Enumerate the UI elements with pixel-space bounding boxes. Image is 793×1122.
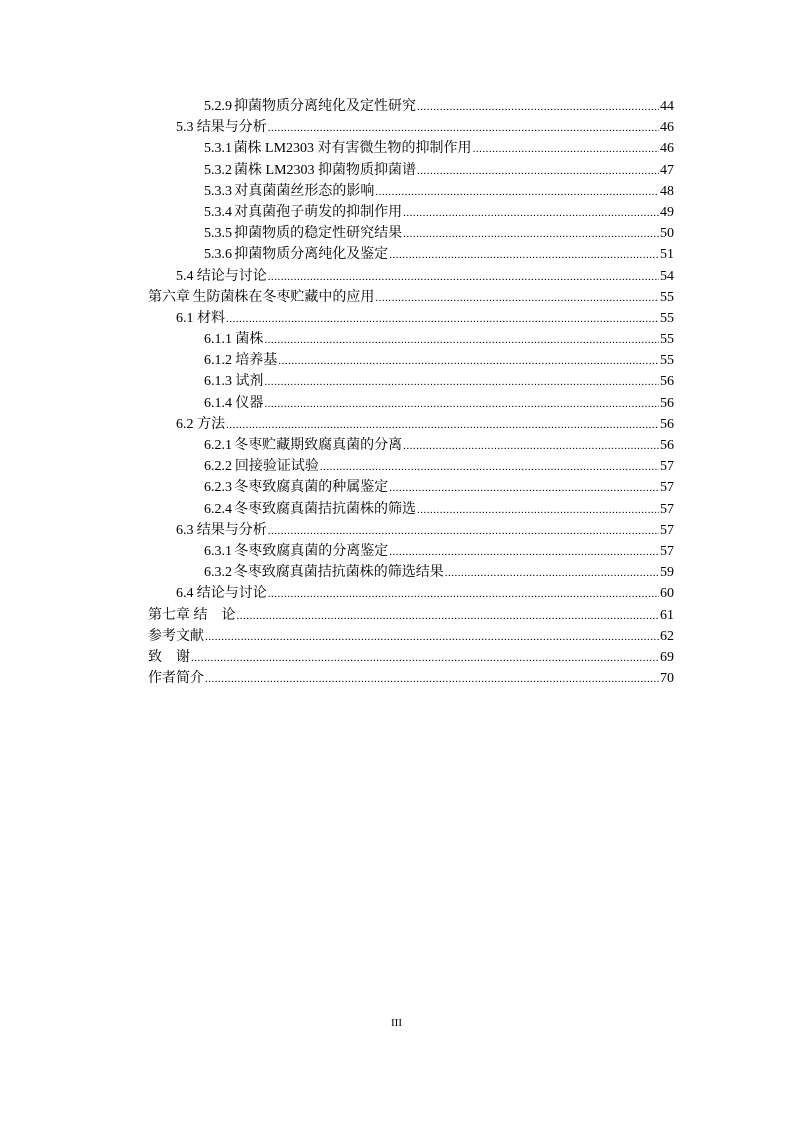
toc-entry-title: 抑菌物质分离纯化及鉴定 bbox=[234, 247, 389, 263]
toc-entry-leader-dots bbox=[226, 309, 659, 330]
toc-entry[interactable] bbox=[148, 138, 674, 159]
toc-entry-title: 致 谢 bbox=[148, 649, 190, 665]
toc-entry-title: 回接验证试验 bbox=[234, 459, 319, 475]
toc-entry[interactable] bbox=[148, 435, 674, 456]
toc-entry-number: 5.3 bbox=[176, 120, 194, 136]
toc-entry-title: 抑菌物质分离纯化及定性研究 bbox=[234, 99, 417, 114]
toc-entry[interactable] bbox=[148, 244, 674, 265]
toc-entry[interactable] bbox=[148, 583, 674, 604]
toc-entry[interactable] bbox=[148, 668, 674, 689]
toc-entry[interactable] bbox=[148, 541, 674, 562]
toc-entry[interactable] bbox=[148, 287, 674, 308]
toc-entry-title: 参考文献 bbox=[148, 628, 204, 644]
toc-entry-number: 6.1.1 bbox=[204, 332, 232, 348]
toc-entry-page-number: 47 bbox=[660, 162, 674, 178]
toc-entry-page-number: 56 bbox=[660, 395, 674, 411]
toc-entry-page-number: 46 bbox=[660, 120, 674, 136]
toc-entry-page-number: 46 bbox=[660, 141, 674, 157]
toc-entry-leader-dots bbox=[389, 245, 659, 266]
toc-entry-leader-dots bbox=[320, 457, 659, 478]
toc-entry-number: 5.3.2 bbox=[204, 162, 232, 178]
toc-entry-leader-dots bbox=[205, 669, 659, 690]
toc-entry-leader-dots bbox=[268, 584, 659, 605]
toc-entry[interactable] bbox=[148, 181, 674, 202]
toc-entry-number: 第七章 bbox=[148, 607, 190, 623]
toc-entry-page-number: 57 bbox=[660, 522, 674, 538]
toc-entry-number: 第六章 bbox=[148, 289, 190, 305]
toc-entry-page-number: 61 bbox=[660, 607, 674, 623]
toc-entry[interactable] bbox=[148, 371, 674, 392]
toc-entry-number: 6.2.2 bbox=[204, 459, 232, 475]
toc-entry[interactable] bbox=[148, 562, 674, 583]
toc-entry-title: 结论与讨论 bbox=[196, 586, 267, 602]
toc-entry-title: 冬枣致腐真菌的分离鉴定 bbox=[234, 543, 389, 559]
toc-entry-title: 培养基 bbox=[235, 353, 278, 369]
toc-entry-page-number: 56 bbox=[660, 374, 674, 390]
toc-entry-title: 菌株 LM2303 对有害微生物的抑制作用 bbox=[233, 141, 472, 157]
toc-entry-page-number: 57 bbox=[660, 501, 674, 517]
toc-entry-page-number: 44 bbox=[660, 99, 674, 114]
toc-entry-number: 6.3.2 bbox=[204, 565, 232, 581]
toc-entry[interactable] bbox=[148, 605, 674, 626]
toc-entry-title: 作者简介 bbox=[148, 671, 204, 687]
toc-entry-number: 5.2.9 bbox=[204, 99, 232, 114]
toc-entry-title: 菌株 bbox=[235, 332, 264, 348]
toc-entry-number: 5.3.4 bbox=[204, 204, 232, 220]
toc-entry-leader-dots bbox=[268, 118, 659, 139]
toc-entry-leader-dots bbox=[278, 351, 659, 372]
toc-entry-page-number: 57 bbox=[660, 459, 674, 475]
toc-entry-leader-dots bbox=[375, 182, 659, 203]
toc-entry-leader-dots bbox=[264, 394, 659, 415]
toc-entry[interactable] bbox=[148, 647, 674, 668]
toc-entry-leader-dots bbox=[264, 372, 659, 393]
toc-entry-page-number: 60 bbox=[660, 586, 674, 602]
toc-entry-title: 冬枣贮藏期致腐真菌的分离 bbox=[234, 438, 403, 453]
toc-entry-leader-dots bbox=[403, 203, 659, 224]
toc-entry-page-number: 57 bbox=[660, 543, 674, 559]
toc-entry-title: 生防菌株在冬枣贮藏中的应用 bbox=[192, 289, 375, 305]
toc-entry-title: 结果与分析 bbox=[196, 522, 267, 538]
toc-entry-leader-dots bbox=[389, 542, 659, 563]
toc-entry-leader-dots bbox=[375, 288, 659, 309]
toc-entry-page-number: 48 bbox=[660, 183, 674, 199]
toc-entry-page-number: 57 bbox=[660, 480, 674, 496]
toc-entry-title: 结果与分析 bbox=[196, 120, 267, 136]
toc-entry[interactable] bbox=[148, 499, 674, 520]
toc-entry-page-number: 59 bbox=[660, 565, 674, 581]
toc-entry-title: 仪器 bbox=[235, 395, 264, 411]
toc-entry-leader-dots bbox=[264, 330, 659, 351]
toc-entry-title: 结 论 bbox=[193, 607, 236, 623]
toc-entry-title: 试剂 bbox=[235, 374, 264, 390]
toc-entry-title: 结论与讨论 bbox=[196, 268, 267, 284]
toc-entry-number: 5.3.1 bbox=[204, 141, 232, 157]
toc-entry-page-number: 54 bbox=[660, 268, 674, 284]
toc-entry-number: 6.2.1 bbox=[204, 438, 232, 453]
toc-entry-leader-dots bbox=[417, 97, 659, 118]
toc-entry[interactable] bbox=[148, 266, 674, 287]
toc-entry[interactable] bbox=[148, 414, 674, 435]
toc-entry[interactable] bbox=[148, 456, 674, 477]
toc-entry[interactable] bbox=[148, 520, 674, 541]
toc-entry[interactable] bbox=[148, 626, 674, 647]
toc-entry-number: 6.2 bbox=[176, 416, 194, 432]
toc-entry-leader-dots bbox=[403, 436, 659, 457]
toc-entry-number: 6.1.4 bbox=[204, 395, 232, 411]
toc-entry-page-number: 56 bbox=[660, 438, 674, 453]
toc-entry[interactable] bbox=[148, 223, 674, 244]
toc-entry-number: 5.3.3 bbox=[204, 183, 232, 199]
toc-entry-title: 对真菌孢子萌发的抑制作用 bbox=[234, 204, 403, 220]
page-number-footer: III bbox=[391, 1017, 402, 1029]
toc-entry-leader-dots bbox=[417, 500, 659, 521]
toc-entry-leader-dots bbox=[226, 415, 659, 436]
toc-entry-title: 冬枣致腐真菌拮抗菌株的筛选结果 bbox=[233, 565, 444, 581]
toc-entry-page-number: 49 bbox=[660, 204, 674, 220]
toc-entry-title: 冬枣致腐真菌的种属鉴定 bbox=[234, 480, 389, 496]
toc-entry-page-number: 50 bbox=[660, 226, 674, 242]
toc-entry-number: 6.1.3 bbox=[204, 374, 232, 390]
toc-entry-leader-dots bbox=[473, 139, 659, 160]
toc-entry-title: 菌株 LM2303 抑菌物质抑菌谱 bbox=[234, 162, 417, 178]
toc-entry-title: 抑菌物质的稳定性研究结果 bbox=[234, 226, 403, 242]
toc-entry-page-number: 51 bbox=[660, 247, 674, 263]
toc-entry-number: 6.3 bbox=[176, 522, 194, 538]
toc-entry[interactable] bbox=[148, 308, 674, 329]
toc-entry[interactable] bbox=[148, 117, 674, 138]
toc-entry-number: 6.4 bbox=[176, 586, 194, 602]
toc-entry[interactable] bbox=[148, 160, 674, 181]
toc-entry-title: 材料 bbox=[197, 310, 226, 326]
toc-entry-page-number: 62 bbox=[660, 628, 674, 644]
toc-entry-title: 方法 bbox=[197, 416, 226, 432]
toc-entry[interactable] bbox=[148, 477, 674, 498]
toc-entry-leader-dots bbox=[237, 606, 659, 627]
toc-entry-leader-dots bbox=[205, 627, 659, 648]
toc-entry-leader-dots bbox=[191, 648, 659, 669]
toc-entry-number: 6.3.1 bbox=[204, 543, 232, 559]
table-of-contents bbox=[148, 96, 674, 689]
toc-entry-number: 5.3.5 bbox=[204, 226, 232, 242]
toc-entry-title: 对真菌菌丝形态的影响 bbox=[234, 183, 375, 199]
toc-entry[interactable] bbox=[148, 96, 674, 117]
toc-entry-number: 5.4 bbox=[176, 268, 194, 284]
toc-entry-leader-dots bbox=[268, 267, 659, 288]
toc-entry-page-number: 55 bbox=[660, 332, 674, 348]
toc-entry-page-number: 55 bbox=[660, 289, 674, 305]
toc-entry-number: 5.3.6 bbox=[204, 247, 232, 263]
toc-entry-page-number: 69 bbox=[660, 649, 674, 665]
toc-entry-number: 6.1 bbox=[176, 310, 194, 326]
toc-entry-page-number: 55 bbox=[660, 353, 674, 369]
toc-entry-number: 6.2.4 bbox=[204, 501, 232, 517]
toc-entry-title: 冬枣致腐真菌拮抗菌株的筛选 bbox=[234, 501, 417, 517]
toc-entry-leader-dots bbox=[445, 563, 659, 584]
toc-entry[interactable] bbox=[148, 202, 674, 223]
toc-entry-leader-dots bbox=[268, 521, 659, 542]
toc-entry-number: 6.1.2 bbox=[204, 353, 232, 369]
toc-entry-leader-dots bbox=[417, 161, 659, 182]
toc-entry-leader-dots bbox=[403, 224, 659, 245]
toc-entry-leader-dots bbox=[389, 478, 659, 499]
toc-entry[interactable] bbox=[148, 329, 674, 350]
toc-entry[interactable] bbox=[148, 350, 674, 371]
toc-entry[interactable] bbox=[148, 393, 674, 414]
toc-entry-page-number: 70 bbox=[660, 671, 674, 687]
toc-entry-number: 6.2.3 bbox=[204, 480, 232, 496]
toc-entry-page-number: 55 bbox=[660, 310, 674, 326]
toc-entry-page-number: 56 bbox=[660, 416, 674, 432]
